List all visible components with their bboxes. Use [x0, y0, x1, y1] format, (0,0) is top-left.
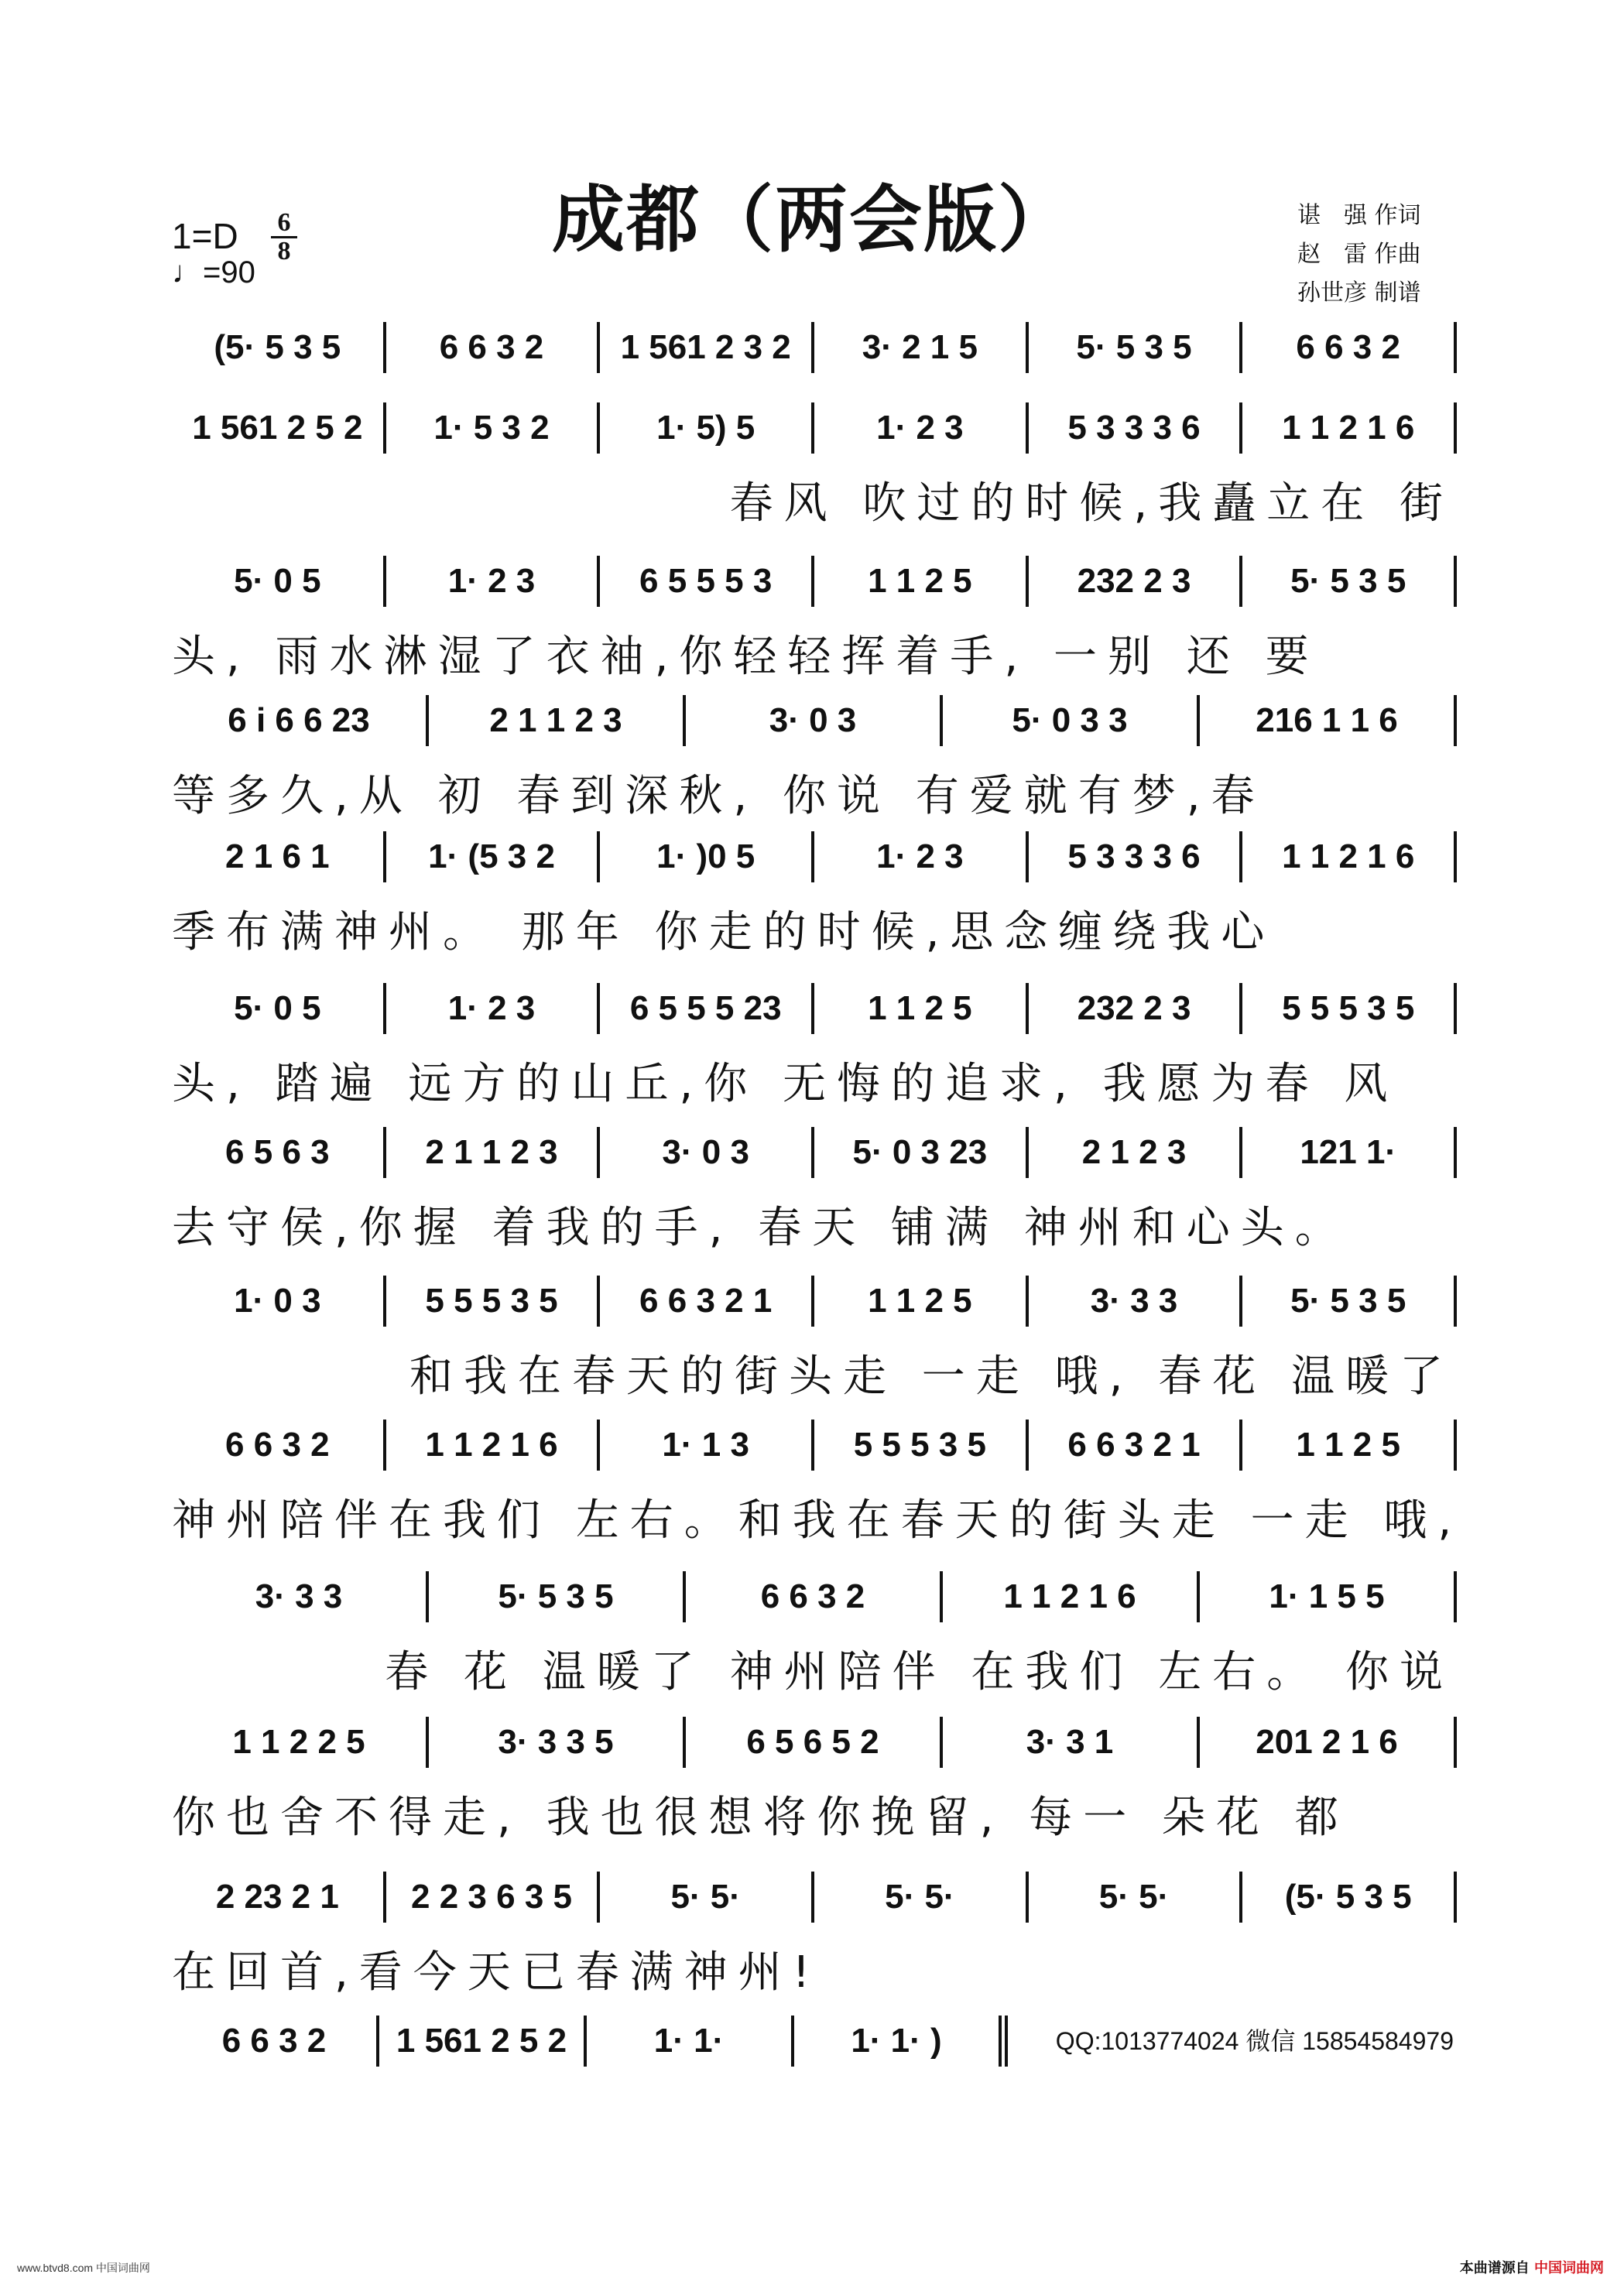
notation-row — [172, 1571, 1457, 1622]
measure: 3· 3 3 — [255, 1577, 343, 1615]
measure: 6 6 3 2 1 — [597, 1276, 811, 1327]
measure: 5· 5· — [597, 1872, 811, 1923]
measure: 1 561 2 5 2 — [376, 2016, 584, 2067]
left-watermark-strip — [0, 0, 11, 2281]
lyric-line: 春风 吹过的时候,我矗立在 街 — [729, 478, 1454, 529]
measure: 2 1 2 3 — [1026, 1127, 1240, 1178]
time-signature-bottom: 8 — [277, 237, 291, 265]
footer-source-prefix: 本曲谱源自 — [1459, 2260, 1530, 2276]
measure: 6 5 5 5 23 — [597, 983, 811, 1034]
measure: 3· 0 3 — [683, 695, 940, 746]
measure: 1· 5 3 2 — [383, 402, 598, 454]
lyric-line: 在回首,看今天已春满神州! — [172, 1947, 821, 1998]
measure: 1· 2 3 — [811, 831, 1026, 882]
measure: 3· 0 3 — [597, 1127, 811, 1178]
measure: 1 561 2 3 2 — [597, 322, 811, 373]
lyricist-credit: 谌 强 作词 — [1297, 202, 1421, 229]
notation-row — [172, 1717, 1457, 1768]
notation-row — [172, 1420, 1457, 1471]
lyric-line: 神州陪伴在我们 左右。和我在春天的街头走 一走 哦, — [172, 1495, 1463, 1546]
measure: 1 561 2 5 2 — [192, 409, 363, 447]
measure: 6 5 6 5 2 — [683, 1717, 940, 1768]
measure: 5· 5 3 5 — [426, 1571, 683, 1622]
measure: 5 5 5 3 5 — [383, 1276, 598, 1327]
notation-row — [172, 556, 1457, 607]
notation-row — [172, 1127, 1457, 1178]
measure: 216 1 1 6 — [1197, 695, 1454, 746]
measure: 121 1· — [1239, 1127, 1454, 1178]
measure: 1 1 2 5 — [1239, 1420, 1454, 1471]
measure: (5· 5 3 5 — [214, 328, 341, 366]
measure: 6 i 6 6 23 — [228, 701, 370, 739]
measure: 3· 3 3 — [1026, 1276, 1240, 1327]
measure: 5· 5 3 5 — [1239, 556, 1454, 607]
transcriber-credit: 孙世彦 制谱 — [1297, 279, 1421, 307]
measure: 6 6 3 2 — [1239, 322, 1454, 373]
footer-source — [1460, 2257, 1604, 2277]
measure: 1 1 2 2 5 — [232, 1723, 365, 1761]
measure: 1 1 2 5 — [811, 556, 1026, 607]
measure: 6 5 5 5 3 — [597, 556, 811, 607]
measure: 5· 5· — [811, 1872, 1026, 1923]
measure: 5 3 3 3 6 — [1026, 402, 1240, 454]
tempo-marking: ♩=90 — [172, 255, 255, 289]
measure: 1 1 2 1 6 — [1239, 831, 1454, 882]
measure: 1· 2 3 — [811, 402, 1026, 454]
measure: 1 1 2 1 6 — [383, 1420, 598, 1471]
credits — [1297, 197, 1421, 313]
lyric-line: 春 花 温暖了 神州陪伴 在我们 左右。 你说 — [385, 1647, 1454, 1697]
lyric-line: 去守侯,你握 着我的手, 春天 铺满 神州和心头。 — [172, 1203, 1349, 1253]
measure: 3· 3 3 5 — [426, 1717, 683, 1768]
measure: 6 6 3 2 — [221, 2022, 327, 2060]
measure: 1· 0 3 — [234, 1282, 321, 1320]
lyric-line: 头, 雨水淋湿了衣袖,你轻轻挥着手, 一别 还 要 — [172, 632, 1320, 682]
measure: 1· 2 3 — [383, 983, 598, 1034]
measure: (5· 5 3 5 — [1239, 1872, 1454, 1923]
measure: 1 1 2 1 6 — [940, 1571, 1197, 1622]
measure: 1· )0 5 — [597, 831, 811, 882]
measure: 2 1 1 2 3 — [426, 695, 683, 746]
measure: 1· 2 3 — [383, 556, 598, 607]
footer-brand: 中国词曲网 — [1534, 2260, 1604, 2276]
measure: 5 3 3 3 6 — [1026, 831, 1240, 882]
measure: 201 2 1 6 — [1197, 1717, 1454, 1768]
measure: 2 1 6 1 — [225, 837, 330, 875]
measure: 3· 2 1 5 — [811, 322, 1026, 373]
lyric-line: 等多久,从 初 春到深秋, 你说 有爱就有梦,春 — [172, 771, 1266, 821]
measure: 5 5 5 3 5 — [811, 1420, 1026, 1471]
lyric-line: 你也舍不得走, 我也很想将你挽留, 每一 朵花 都 — [172, 1793, 1349, 1843]
measure: 2 23 2 1 — [215, 1878, 339, 1916]
measure: 5· 0 3 23 — [811, 1127, 1026, 1178]
measure: 5 5 5 3 5 — [1239, 983, 1454, 1034]
notation-row — [172, 831, 1457, 882]
measure-final: 1· 1· ) — [791, 2016, 1008, 2067]
measure: 1· (5 3 2 — [383, 831, 598, 882]
measure: 5· 5· — [1026, 1872, 1240, 1923]
measure: 5· 0 5 — [234, 989, 321, 1027]
measure: 6 5 6 3 — [225, 1133, 330, 1171]
measure: 232 2 3 — [1026, 983, 1240, 1034]
song-title: 成都（两会版） — [551, 178, 1072, 262]
measure: 3· 3 1 — [940, 1717, 1197, 1768]
notation-row — [172, 695, 1457, 746]
measure: 6 6 3 2 — [225, 1426, 330, 1464]
contact-info: QQ:1013774024 微信 15854584979 — [1047, 2016, 1454, 2067]
measure: 1 1 2 5 — [811, 1276, 1026, 1327]
notation-row — [172, 322, 1457, 373]
notation-row — [172, 402, 1457, 454]
measure: 2 2 3 6 3 5 — [383, 1872, 598, 1923]
measure: 1· 1· — [584, 2016, 791, 2067]
measure: 5· 0 5 — [234, 562, 321, 600]
footer-site-url: www.btvd8.com 中国词曲网 — [17, 2262, 150, 2274]
time-signature — [271, 208, 297, 265]
lyric-line: 季布满神州。 那年 你走的时候,思念缠绕我心 — [172, 907, 1276, 957]
measure: 5· 5 3 5 — [1026, 322, 1240, 373]
measure: 6 6 3 2 — [683, 1571, 940, 1622]
time-signature-top: 6 — [277, 208, 291, 237]
measure: 5· 0 3 3 — [940, 695, 1197, 746]
notation-row — [172, 983, 1457, 1034]
notation-row — [172, 1872, 1457, 1923]
measure: 1· 1 3 — [597, 1420, 811, 1471]
key-signature: 1=D — [172, 216, 238, 256]
measure: 1· 1 5 5 — [1197, 1571, 1454, 1622]
measure: 1 1 2 5 — [811, 983, 1026, 1034]
measure: 6 6 3 2 1 — [1026, 1420, 1240, 1471]
notation-row — [172, 1276, 1457, 1327]
measure: 1 1 2 1 6 — [1239, 402, 1454, 454]
measure: 232 2 3 — [1026, 556, 1240, 607]
composer-credit: 赵 雷 作曲 — [1297, 241, 1421, 268]
lyric-line: 头, 踏遍 远方的山丘,你 无悔的追求, 我愿为春 风 — [172, 1059, 1399, 1109]
measure: 5· 5 3 5 — [1239, 1276, 1454, 1327]
lyric-line: 和我在春天的街头走 一走 哦, 春花 温暖了 — [409, 1351, 1454, 1402]
measure: 1· 5) 5 — [597, 402, 811, 454]
notation-row — [172, 2016, 1008, 2067]
right-watermark-strip — [1613, 0, 1624, 2281]
measure: 2 1 1 2 3 — [383, 1127, 598, 1178]
measure: 6 6 3 2 — [383, 322, 598, 373]
